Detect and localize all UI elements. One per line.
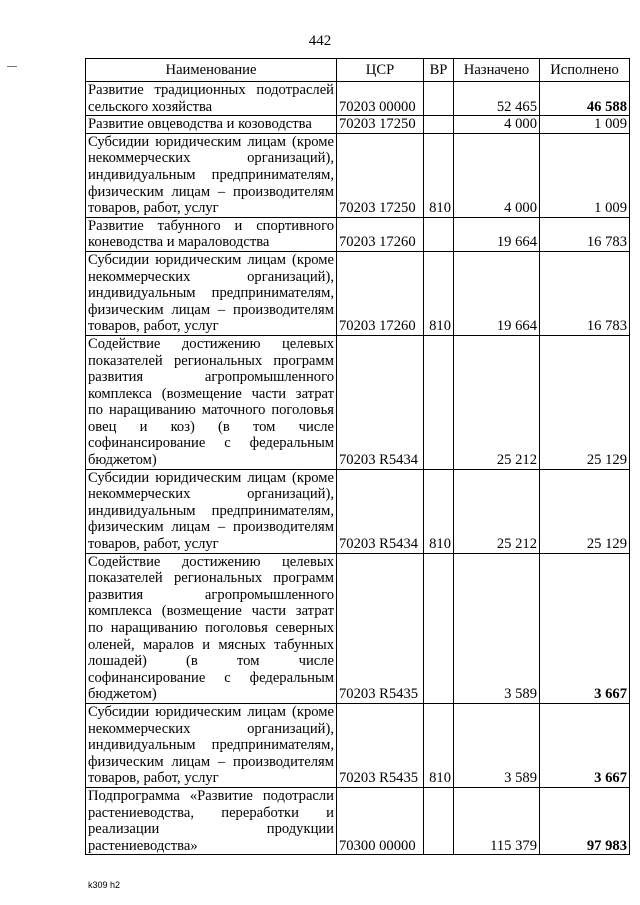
table-row [86, 787, 630, 854]
row-executed: 1 009 [540, 116, 630, 134]
row-vr: 810 [424, 703, 454, 787]
row-csr: 70203 R5434 [337, 335, 424, 469]
row-assigned: 3 589 [454, 703, 540, 787]
column-header-executed: Исполнено [540, 59, 630, 82]
column-header-name: Наименование [86, 59, 337, 82]
table-row [86, 217, 630, 251]
column-header-csr: ЦСР [337, 59, 424, 82]
row-csr: 70203 17250 [337, 133, 424, 217]
row-vr: 810 [424, 251, 454, 335]
column-header-assigned: Назначено [454, 59, 540, 82]
row-name: Развитие овцеводства и козоводства [86, 116, 337, 134]
row-executed: 3 667 [540, 703, 630, 787]
row-vr [424, 217, 454, 251]
row-executed: 16 783 [540, 217, 630, 251]
row-vr [424, 335, 454, 469]
row-vr: 810 [424, 469, 454, 553]
row-assigned: 115 379 [454, 787, 540, 854]
row-name: Содействие достижению целевых показателей региональных программ развития агропромышленного комплекса (возмещение части затрат по наращиванию поголовья северных оленей, маралов и мясных табунных лошадей) (в том числе софинансирование с федеральным бюджетом) [86, 553, 337, 703]
row-assigned: 52 465 [454, 82, 540, 116]
row-vr [424, 116, 454, 134]
row-assigned: 25 212 [454, 469, 540, 553]
page-number: 442 [308, 33, 332, 49]
row-executed: 1 009 [540, 133, 630, 217]
row-name: Субсидии юридическим лицам (кроме некоммерческих организаций), индивидуальным предпринимателям, физическим лицам – производителям товаров, работ, услуг [86, 469, 337, 553]
row-assigned: 19 664 [454, 217, 540, 251]
row-name: Развитие традиционных подотраслей сельского хозяйства [86, 82, 337, 116]
table-row [86, 133, 630, 217]
row-executed: 3 667 [540, 553, 630, 703]
table-row [86, 251, 630, 335]
row-csr: 70203 17250 [337, 116, 424, 134]
row-assigned: 4 000 [454, 133, 540, 217]
budget-table [85, 58, 630, 855]
row-csr: 70203 R5434 [337, 469, 424, 553]
row-csr: 70203 R5435 [337, 703, 424, 787]
row-csr: 70203 17260 [337, 217, 424, 251]
row-name: Подпрограмма «Развитие подотрасли растениеводства, переработки и реализации продукции растениеводства» [86, 787, 337, 854]
row-csr: 70300 00000 [337, 787, 424, 854]
row-name: Развитие табунного и спортивного коневодства и мараловодства [86, 217, 337, 251]
row-executed: 25 129 [540, 335, 630, 469]
footer-code: k309 h2 [88, 880, 121, 890]
column-header-vr: ВР [424, 59, 454, 82]
row-assigned: 3 589 [454, 553, 540, 703]
table-row [86, 703, 630, 787]
row-executed: 46 588 [540, 82, 630, 116]
table-row [86, 469, 630, 553]
row-executed: 97 983 [540, 787, 630, 854]
row-csr: 70203 17260 [337, 251, 424, 335]
table-row [86, 553, 630, 703]
table-row [86, 335, 630, 469]
row-vr [424, 787, 454, 854]
table-row [86, 116, 630, 134]
row-csr: 70203 R5435 [337, 553, 424, 703]
row-assigned: 19 664 [454, 251, 540, 335]
table-row [86, 82, 630, 116]
row-executed: 16 783 [540, 251, 630, 335]
row-vr: 810 [424, 133, 454, 217]
row-vr [424, 553, 454, 703]
row-csr: 70203 00000 [337, 82, 424, 116]
table-header-row [86, 59, 630, 82]
margin-mark [7, 66, 17, 67]
row-name: Субсидии юридическим лицам (кроме некоммерческих организаций), индивидуальным предпринимателям, физическим лицам – производителям товаров, работ, услуг [86, 133, 337, 217]
row-name: Субсидии юридическим лицам (кроме некоммерческих организаций), индивидуальным предпринимателям, физическим лицам – производителям товаров, работ, услуг [86, 251, 337, 335]
row-executed: 25 129 [540, 469, 630, 553]
row-name: Содействие достижению целевых показателей региональных программ развития агропромышленного комплекса (возмещение части затрат по наращиванию маточного поголовья овец и коз) (в том числе софинансирование с федеральным бюджетом) [86, 335, 337, 469]
row-assigned: 25 212 [454, 335, 540, 469]
row-vr [424, 82, 454, 116]
row-assigned: 4 000 [454, 116, 540, 134]
row-name: Субсидии юридическим лицам (кроме некоммерческих организаций), индивидуальным предпринимателям, физическим лицам – производителям товаров, работ, услуг [86, 703, 337, 787]
